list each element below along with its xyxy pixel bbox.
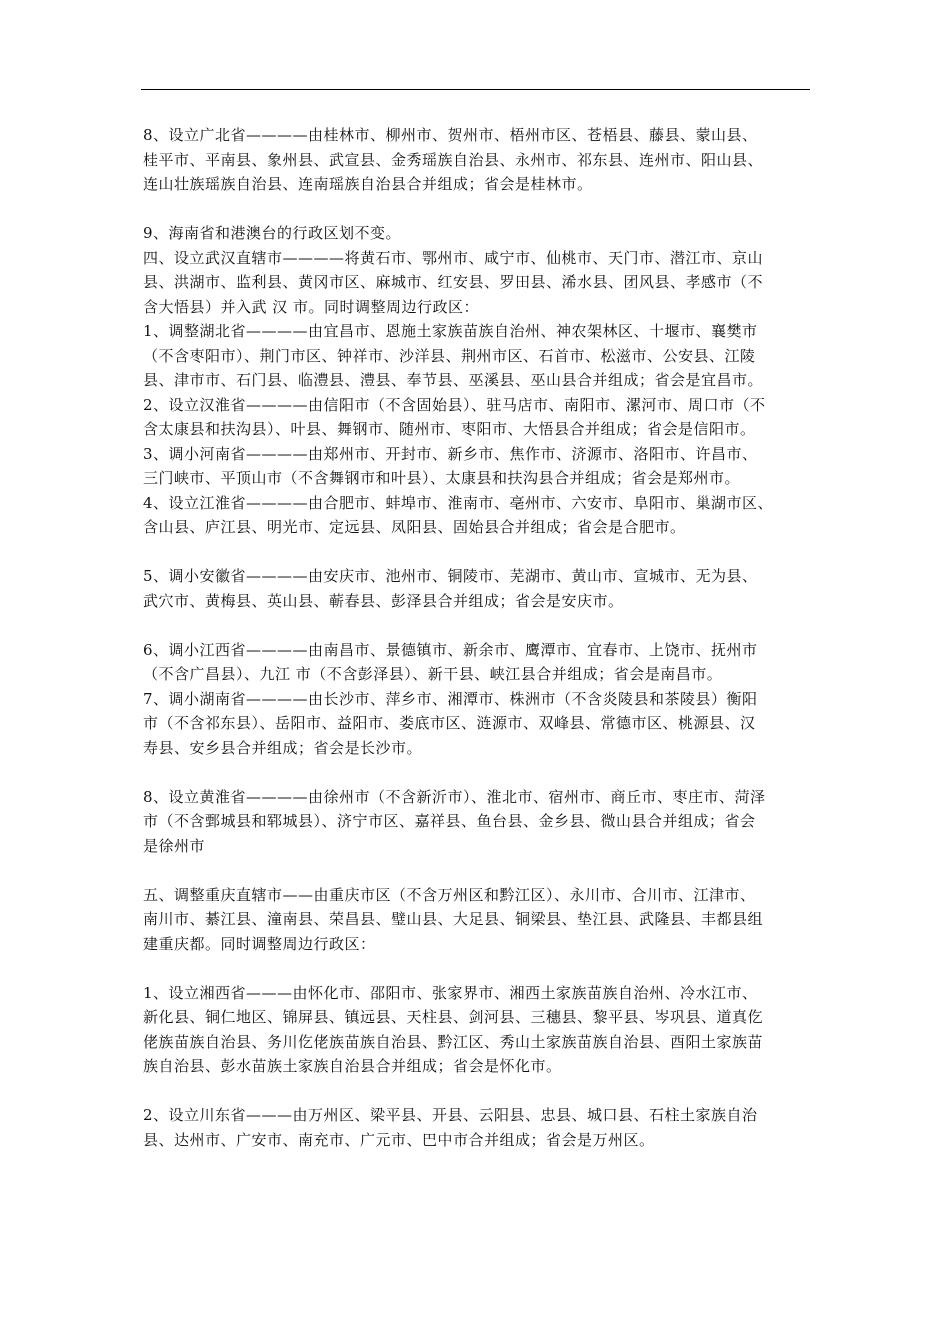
paragraph: [143, 442, 823, 491]
text-line: 7、调小湖南省————由长沙市、萍乡市、湘潭市、株洲市（不含炎陵县和茶陵县）衡阳: [143, 689, 758, 708]
text-line: 8、设立黄淮省————由徐州市（不含新沂市）、淮北市、宿州市、商丘市、枣庄市、菏泽: [143, 787, 766, 806]
text-line: 1、设立湘西省———由怀化市、邵阳市、张家界市、湘西土家族苗族自治州、冷水江市、: [143, 983, 758, 1002]
paragraph: [143, 785, 823, 859]
document-body: [143, 123, 823, 1152]
paragraph-gap: [143, 858, 823, 883]
text-line: 5、调小安徽省————由安庆市、池州市、铜陵市、芜湖市、黄山市、宣城市、无为县、: [143, 567, 758, 585]
paragraph: [143, 564, 823, 613]
text-line: 1、调整湖北省————由宜昌市、恩施土家族苗族自治州、神农架林区、十堰市、襄樊市: [143, 322, 758, 340]
text-line: 含大悟县）并入武 汉 市。同时调整周边行政区：: [143, 297, 480, 316]
paragraph-gap: [143, 760, 823, 785]
text-line: 市（不含鄄城县和郓城县）、济宁市区、嘉祥县、鱼台县、金乡县、微山县合并组成；省会: [143, 812, 756, 830]
paragraph-gap: [143, 197, 823, 222]
text-line: 武穴市、黄梅县、英山县、蕲春县、彭泽县合并组成；省会是安庆市。: [143, 591, 624, 610]
paragraph-gap: [143, 613, 823, 638]
paragraph: [143, 491, 823, 540]
text-line: 含太康县和扶沟县）、叶县、舞钢市、随州市、枣阳市、大悟县合并组成；省会是信阳市。: [143, 420, 756, 438]
text-line: 8、设立广北省————由桂林市、柳州市、贺州市、梧州市区、苍梧县、藤县、蒙山县、: [143, 126, 758, 144]
header-rule: [141, 89, 810, 90]
paragraph: [143, 393, 823, 442]
paragraph-gap: [143, 956, 823, 981]
paragraph: [143, 638, 823, 687]
text-line: 三门峡市、平顶山市（不含舞钢市和叶县）、太康县和扶沟县合并组成；省会是郑州市。: [143, 469, 741, 487]
text-line: 2、设立汉淮省————由信阳市（不含固始县）、驻马店市、南阳市、漯河市、周口市（不: [143, 395, 766, 414]
text-line: 连山壮族瑶族自治县、连南瑶族自治县合并组成；省会是桂林市。: [143, 175, 593, 193]
text-line: 建重庆都。同时调整周边行政区：: [143, 934, 376, 953]
paragraph: [143, 221, 823, 246]
text-line: 四、设立武汉直辖市————将黄石市、鄂州市、咸宁市、仙桃市、天门市、潜江市、京山: [143, 248, 764, 267]
text-line: 2、设立川东省———由万州区、梁平县、开县、云阳县、忠县、城口县、石柱土家族自治: [143, 1106, 758, 1124]
paragraph-gap: [143, 1079, 823, 1104]
paragraph: [143, 246, 823, 320]
text-line: 佬族苗族自治县、务川仡佬族苗族自治县、黔江区、秀山土家族苗族自治县、酉阳土家族苗: [143, 1032, 764, 1051]
text-line: 6、调小江西省————由南昌市、景德镇市、新余市、鹰潭市、宜春市、上饶市、抚州市: [143, 640, 758, 659]
text-line: 市（不含祁东县）、岳阳市、益阳市、娄底市区、涟源市、双峰县、常德市区、桃源县、汉: [143, 714, 756, 732]
text-line: 县、津市市、石门县、临澧县、澧县、奉节县、巫溪县、巫山县合并组成；省会是宜昌市。: [143, 371, 764, 389]
paragraph: [143, 1103, 823, 1152]
text-line: 9、海南省和港澳台的行政区划不变。: [143, 224, 402, 242]
paragraph: [143, 123, 823, 197]
text-line: 南川市、綦江县、潼南县、荣昌县、璧山县、大足县、铜梁县、垫江县、武隆县、丰都县组: [143, 910, 764, 928]
text-line: （不含枣阳市）、荆门市区、钟祥市、沙洋县、荆州市区、石首市、松滋市、公安县、江陵: [143, 346, 756, 365]
paragraph: [143, 981, 823, 1079]
text-line: 五、调整重庆直辖市——由重庆市区（不含万州区和黔江区）、永川市、合川市、江津市、: [143, 885, 756, 904]
text-line: 是徐州市: [143, 836, 206, 855]
text-line: 4、设立江淮省————由合肥市、蚌埠市、淮南市、亳州市、六安市、阜阳市、巢湖市区、: [143, 493, 774, 512]
text-line: 新化县、铜仁地区、锦屏县、镇远县、天柱县、剑河县、三穗县、黎平县、岑巩县、道真仡: [143, 1008, 764, 1026]
paragraph: [143, 319, 823, 393]
text-line: 3、调小河南省————由郑州市、开封市、新乡市、焦作市、济源市、洛阳市、许昌市、: [143, 444, 758, 463]
paragraph-gap: [143, 540, 823, 565]
paragraph: [143, 687, 823, 761]
text-line: 县、洪湖市、监利县、黄冈市区、麻城市、红安县、罗田县、浠水县、团风县、孝感市（不: [143, 273, 764, 291]
text-line: 桂平市、平南县、象州县、武宣县、金秀瑶族自治县、永州市、祁东县、连州市、阳山县、: [143, 150, 764, 169]
text-line: 族自治县、彭水苗族土家族自治县合并组成；省会是怀化市。: [143, 1057, 562, 1075]
text-line: 县、达州市、广安市、南充市、广元市、巴中市合并组成；省会是万州区。: [143, 1130, 655, 1149]
text-line: 寿县、安乡县合并组成；省会是长沙市。: [143, 738, 423, 757]
paragraph: [143, 883, 823, 957]
text-line: 含山县、庐江县、明光市、定远县、凤阳县、固始县合并组成；省会是合肥市。: [143, 518, 686, 536]
text-line: （不含广昌县）、九江 市（不含彭泽县）、新干县、峡江县合并组成；省会是南昌市。: [143, 665, 723, 683]
